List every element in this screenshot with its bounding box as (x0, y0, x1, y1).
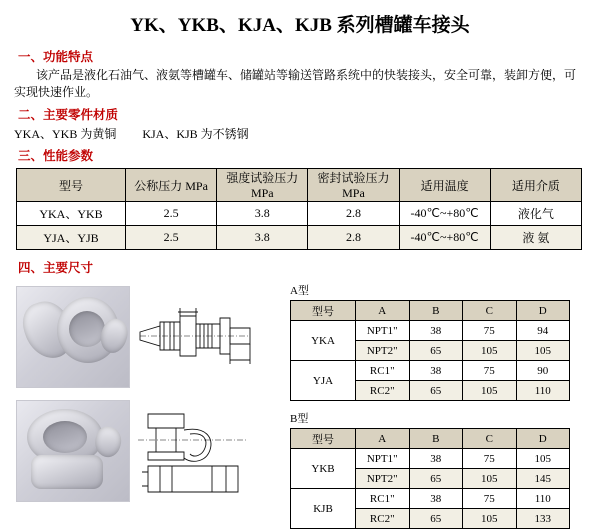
section-heading-materials: 二、主要零件材质 (18, 108, 119, 122)
dimB-r1-c2: 65 (409, 469, 463, 489)
dimA-r3-c4: 110 (516, 381, 570, 401)
dimB-col-0: 型号 (291, 429, 356, 449)
dimB-r2-c2: 38 (409, 489, 463, 509)
dimB-col-1: A (356, 429, 410, 449)
dimensions-area (0, 282, 600, 525)
dimB-r3-c1: RC2" (356, 509, 410, 529)
dimB-r1-c3: 105 (463, 469, 517, 489)
coupling-photo-a (16, 286, 130, 388)
perf-r0-c5: 液化气 (490, 202, 581, 226)
perf-r0-c1: 2.5 (126, 202, 217, 226)
materials-brass-text: YKA、YKB 为黄铜 (14, 127, 117, 141)
dimB-col-4: D (516, 429, 570, 449)
performance-table (16, 168, 582, 250)
features-paragraph (14, 67, 586, 101)
dim-table-a-label: A型 (290, 285, 309, 297)
dimA-r2-c3: 75 (463, 361, 517, 381)
dimB-r0-c4: 105 (516, 449, 570, 469)
perf-r1-c2: 3.8 (217, 226, 308, 250)
section-heading-performance: 三、性能参数 (18, 149, 94, 163)
perf-r1-c5: 液 氨 (490, 226, 581, 250)
dimA-r0-c2: 38 (409, 321, 463, 341)
perf-r0-c0: YKA、YKB (17, 202, 126, 226)
dimA-r1-c2: 65 (409, 341, 463, 361)
dimA-r1-c3: 105 (463, 341, 517, 361)
dim-table-a-block (290, 282, 580, 401)
coupling-drawing-b (134, 400, 256, 500)
dimB-r2-c4: 110 (516, 489, 570, 509)
dimB-r3-c2: 65 (409, 509, 463, 529)
dimB-r3-c3: 105 (463, 509, 517, 529)
image-row-a (16, 286, 256, 388)
table-header-row (291, 301, 570, 321)
dimA-col-3: C (463, 301, 517, 321)
coupling-drawing-a (134, 286, 256, 386)
dimB-col-3: C (463, 429, 517, 449)
dimA-r0-c4: 94 (516, 321, 570, 341)
dimB-r3-c4: 133 (516, 509, 570, 529)
perf-r1-c0: YJA、YJB (17, 226, 126, 250)
dimension-table-b (290, 428, 570, 529)
materials-line (14, 125, 600, 142)
dimB-col-2: B (409, 429, 463, 449)
dim-table-b-block (290, 410, 580, 529)
dimA-r3-c2: 65 (409, 381, 463, 401)
perf-r1-c4: -40℃~+80℃ (399, 226, 490, 250)
image-row-b (16, 400, 256, 502)
dimA-col-2: B (409, 301, 463, 321)
dimA-col-4: D (516, 301, 570, 321)
dimB-r0-c3: 75 (463, 449, 517, 469)
dimA-r2-c0: YJA (291, 361, 356, 401)
dimB-r1-c1: NPT2" (356, 469, 410, 489)
dimA-r3-c3: 105 (463, 381, 517, 401)
table-row (291, 321, 570, 341)
dimB-r2-c3: 75 (463, 489, 517, 509)
perf-r1-c1: 2.5 (126, 226, 217, 250)
dimB-r0-c0: YKB (291, 449, 356, 489)
dimA-r2-c1: RC1" (356, 361, 410, 381)
dimA-r2-c2: 38 (409, 361, 463, 381)
table-row (17, 202, 582, 226)
section-heading-dimensions: 四、主要尺寸 (18, 261, 94, 275)
dimA-r0-c0: YKA (291, 321, 356, 361)
materials-steel-text: KJA、KJB 为不锈钢 (142, 127, 249, 141)
table-row (291, 489, 570, 509)
perf-r0-c3: 2.8 (308, 202, 399, 226)
perf-col-4: 适用温度 (399, 169, 490, 202)
page-title: YK、YKB、KJA、KJB 系列槽罐车接头 (130, 15, 470, 36)
dimB-r0-c1: NPT1" (356, 449, 410, 469)
section-heading-features: 一、功能特点 (18, 50, 94, 64)
perf-col-1: 公称压力 MPa (126, 169, 217, 202)
coupling-photo-b (16, 400, 130, 502)
table-header-row (17, 169, 582, 202)
table-row (291, 449, 570, 469)
dimA-col-1: A (356, 301, 410, 321)
dimA-r2-c4: 90 (516, 361, 570, 381)
table-row (17, 226, 582, 250)
perf-col-0: 型号 (17, 169, 126, 202)
dimA-col-0: 型号 (291, 301, 356, 321)
dimA-r1-c1: NPT2" (356, 341, 410, 361)
perf-r1-c3: 2.8 (308, 226, 399, 250)
perf-col-5: 适用介质 (490, 169, 581, 202)
dim-table-b-label: B型 (290, 413, 309, 425)
drawing-b-svg (134, 400, 256, 500)
dimA-r3-c1: RC2" (356, 381, 410, 401)
dimension-table-a (290, 300, 570, 401)
dimA-r0-c3: 75 (463, 321, 517, 341)
perf-col-2: 强度试验压力 MPa (217, 169, 308, 202)
dimB-r2-c0: KJB (291, 489, 356, 529)
dimB-r1-c4: 145 (516, 469, 570, 489)
perf-r0-c2: 3.8 (217, 202, 308, 226)
dimA-r1-c4: 105 (516, 341, 570, 361)
features-paragraph-text: 该产品是液化石油气、液氨等槽罐车、储罐站等输送管路系统中的快装接头，安全可靠，装卸方便，可实现快速作业。 (14, 68, 577, 99)
drawing-a-svg (134, 286, 256, 386)
perf-col-3: 密封试验压力 MPa (308, 169, 399, 202)
dimB-r0-c2: 38 (409, 449, 463, 469)
dimA-r0-c1: NPT1" (356, 321, 410, 341)
perf-r0-c4: -40℃~+80℃ (399, 202, 490, 226)
dimB-r2-c1: RC1" (356, 489, 410, 509)
table-row (291, 361, 570, 381)
table-header-row (291, 429, 570, 449)
